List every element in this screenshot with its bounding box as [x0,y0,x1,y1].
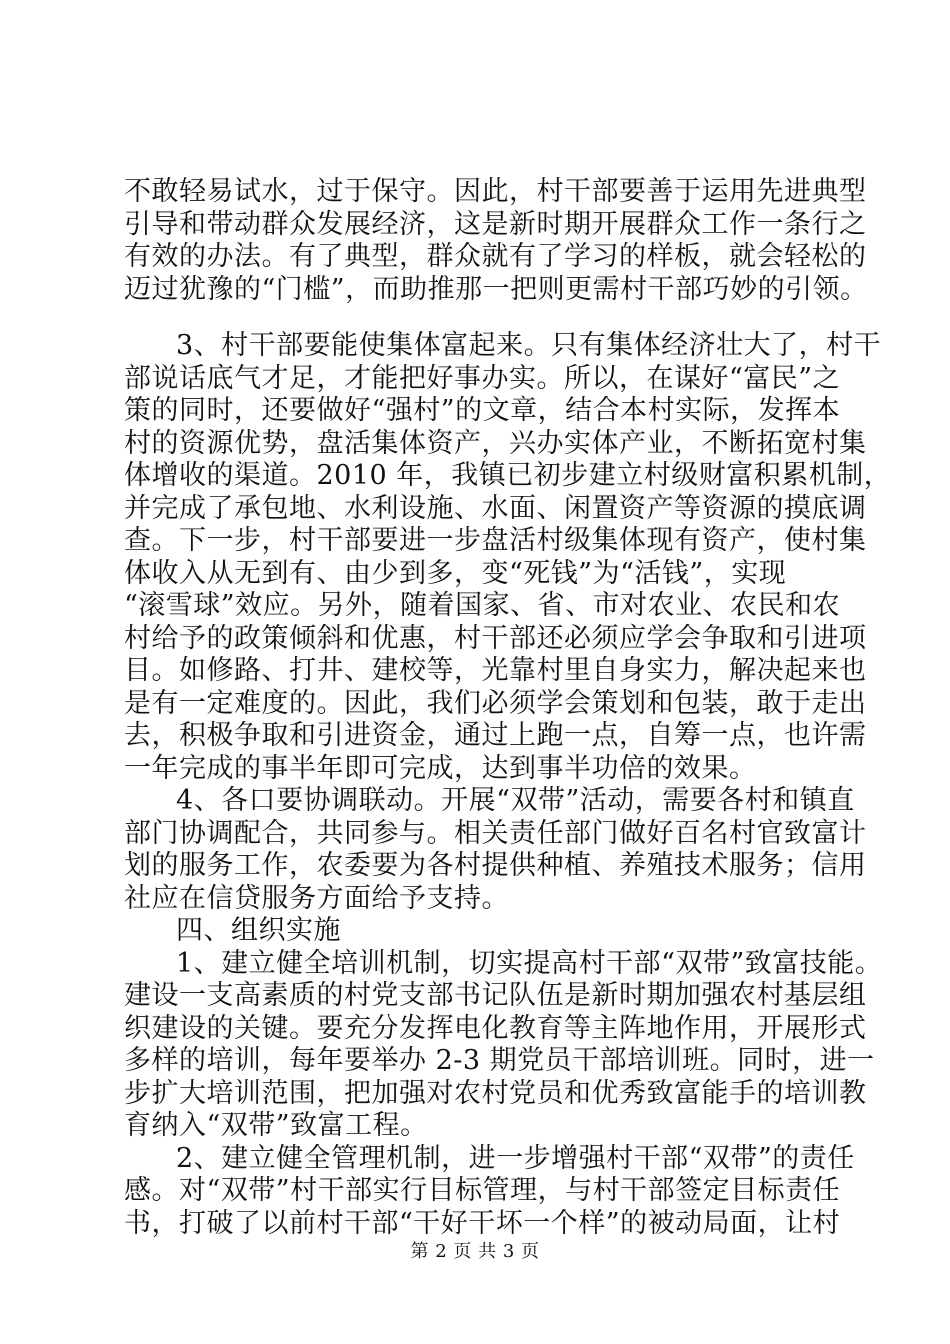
text-line: 社应在信贷服务方面给予支持。 [124,882,509,914]
text-line: 书，打破了以前村干部“干好干坏一个样”的被动局面，让村 [124,1207,841,1239]
text-line: 查。下一步，村干部要进一步盘活村级集体现有资产，使村集 [124,525,867,556]
text-line: 步扩大培训范围，把加强对农村党员和优秀致富能手的培训教 [124,1077,867,1109]
text-line: 策的同时，还要做好“强村”的文章，结合本村实际，发挥本 [124,395,841,426]
paragraph-continuation [124,176,868,306]
text-line: 引导和带动群众发展经济，这是新时期开展群众工作一条行之 [124,208,867,240]
text-line: 迈过犹豫的“门槛”，而助推那一把则更需村干部巧妙的引领。 [124,273,868,305]
text-line: 是有一定难度的。因此，我们必须学会策划和包装，敢于走出 [124,687,867,719]
text-line: 体增收的渠道。2010 年，我镇已初步建立村级财富积累机制， [124,460,892,491]
text-line: “滚雪球”效应。另外，随着国家、省、市对农业、农民和农 [124,590,841,621]
text-line: 体收入从无到有、由少到多，变“死钱”为“活钱”，实现 [124,557,787,589]
paragraph-start-line: 3、村干部要能使集体富起来。只有集体经济壮大了，村干 [176,330,882,361]
text-line: 划的服务工作，农委要为各村提供种植、养殖技术服务；信用 [124,850,867,881]
text-line: 多样的培训，每年要举办 2-3 期党员干部培训班。同时，进一 [124,1045,875,1076]
paragraph-start-line: 4、各口要协调联动。开展“双带”活动，需要各村和镇直 [176,785,855,816]
text-line: 一年完成的事半年即可完成，达到事半功倍的效果。 [124,752,757,784]
text-line: 并完成了承包地、水利设施、水面、闲置资产等资源的摸底调 [124,492,867,524]
text-line: 不敢轻易试水，过于保守。因此，村干部要善于运用先进典型 [124,176,867,207]
section-heading: 四、组织实施 [176,915,341,946]
text-line: 织建设的关键。要充分发挥电化教育等主阵地作用，开展形式 [124,1012,867,1044]
text-line: 部说话底气才足，才能把好事办实。所以，在谋好“富民”之 [124,362,841,394]
text-line: 建设一支高素质的村党支部书记队伍是新时期加强农村基层组 [124,980,867,1011]
text-line: 目。如修路、打井、建校等，光靠村里自身实力，解决起来也 [124,655,867,686]
text-line: 村的资源优势，盘活集体资产，兴办实体产业，不断拓宽村集 [124,427,867,459]
text-line: 去，积极争取和引进资金，通过上跑一点，自筹一点，也许需 [124,720,867,751]
text-line: 感。对“双带”村干部实行目标管理，与村干部签定目标责任 [124,1175,841,1206]
page-footer: 第 2 页 共 3 页 [410,1241,540,1262]
text-line: 育纳入“双带”致富工程。 [124,1110,428,1141]
paragraph-start-line: 1、建立健全培训机制，切实提高村干部“双带”致富技能。 [176,947,883,979]
body-text [124,330,892,1240]
text-line: 部门协调配合，共同参与。相关责任部门做好百名村官致富计 [124,817,867,849]
paragraph-start-line: 2、建立健全管理机制，进一步增强村干部“双带”的责任 [176,1142,855,1174]
text-line: 有效的办法。有了典型，群众就有了学习的样板，就会轻松的 [124,241,867,272]
text-line: 村给予的政策倾斜和优惠，村干部还必须应学会争取和引进项 [124,622,867,654]
